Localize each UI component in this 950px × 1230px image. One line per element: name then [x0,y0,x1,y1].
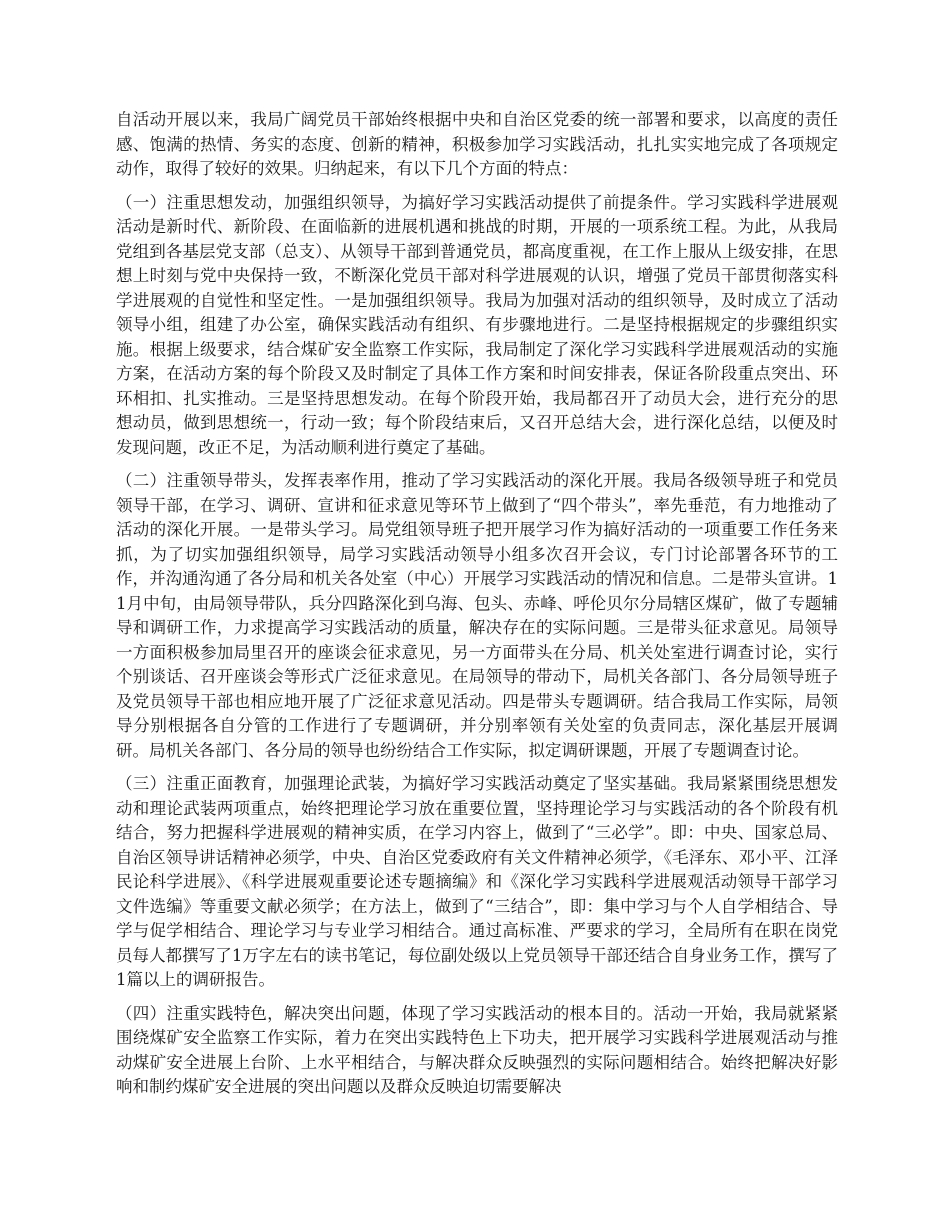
section-2-paragraph: （二）注重领导带头，发挥表率作用，推动了学习实践活动的深化开展。我局各级领导班子和党员领导干部，在学习、调研、宣讲和征求意见等环节上做到了“四个带头”，率先垂范，有力地推动了活动的深化开展。一是带头学习。局党组领导班子把开展学习作为搞好活动的一项重要工作任务来抓，为了切实加强组织领导，局学习实践活动领导小组多次召开会议，专门讨论部署各环节的工作，并沟通沟通了各分局和机关各处室（中心）开展学习实践活动的情况和信息。二是带头宣讲。11月中旬，由局领导带队，兵分四路深化到乌海、包头、赤峰、呼伦贝尔分局辖区煤矿，做了专题辅导和调研工作，力求提高学习实践活动的质量，解决存在的实际问题。三是带头征求意见。局领导一方面积极参加局里召开的座谈会征求意见，另一方面带头在分局、机关处室进行调查讨论，实行个别谈话、召开座谈会等形式广泛征求意见。在局领导的带动下，局机关各部门、各分局领导班子及党员领导干部也相应地开展了广泛征求意见活动。四是带头专题调研。结合我局工作实际，局领导分别根据各自分管的工作进行了专题调研，并分别率领有关处室的负责同志，深化基层开展调研。局机关各部门、各分局的领导也纷纷结合工作实际，拟定调研课题，开展了专题调查讨论。 [116,471,838,760]
section-4-paragraph: （四）注重实践特色，解决突出问题，体现了学习实践活动的根本目的。活动一开始，我局就紧紧围绕煤矿安全监察工作实际，着力在突出实践特色上下功夫，把开展学习实践科学进展观活动与推动煤矿安全进展上台阶、上水平相结合，与解决群众反映强烈的实际问题相结合。始终把解决好影响和制约煤矿安全进展的突出问题以及群众反映迫切需要解决 [116,1003,838,1096]
section-3-paragraph: （三）注重正面教育，加强理论武装，为搞好学习实践活动奠定了坚实基础。我局紧紧围绕思想发动和理论武装两项重点，始终把理论学习放在重要位置，坚持理论学习与实践活动的各个阶段有机结合，努力把握科学进展观的精神实质，在学习内容上，做到了“三必学”。即：中央、国家总局、自治区领导讲话精神必须学，中央、自治区党委政府有关文件精神必须学，《毛泽东、邓小平、江泽民论科学进展》、《科学进展观重要论述专题摘编》和《深化学习实践科学进展观活动领导干部学习文件选编》等重要文献必须学；在方法上，做到了“三结合”，即：集中学习与个人自学相结合、导学与促学相结合、理论学习与专业学习相结合。通过高标准、严要求的学习，全局所有在职在岗党员每人都撰写了1万字左右的读书笔记，每位副处级以上党员领导干部还结合自身业务工作，撰写了1篇以上的调研报告。 [116,774,838,989]
document-body [116,108,838,1109]
section-1-paragraph: （一）注重思想发动，加强组织领导，为搞好学习实践活动提供了前提条件。学习实践科学进展观活动是新时代、新阶段、在面临新的进展机遇和挑战的时期，开展的一项系统工程。为此，从我局党组到各基层党支部（总支）、从领导干部到普通党员，都高度重视，在工作上服从上级安排，在思想上时刻与党中央保持一致，不断深化党员干部对科学进展观的认识，增强了党员干部贯彻落实科学进展观的自觉性和坚定性。一是加强组织领导。我局为加强对活动的组织领导，及时成立了活动领导小组，组建了办公室，确保实践活动有组织、有步骤地进行。二是坚持根据规定的步骤组织实施。根据上级要求，结合煤矿安全监察工作实际，我局制定了深化学习实践科学进展观活动的实施方案，在活动方案的每个阶段又及时制定了具体工作方案和时间安排表，保证各阶段重点突出、环环相扣、扎实推动。三是坚持思想发动。在每个阶段开始，我局都召开了动员大会，进行充分的思想动员，做到思想统一，行动一致；每个阶段结束后，又召开总结大会，进行深化总结，以便及时发现问题，改正不足，为活动顺利进行奠定了基础。 [116,192,838,457]
intro-paragraph: 自活动开展以来，我局广阔党员干部始终根据中央和自治区党委的统一部署和要求，以高度的责任感、饱满的热情、务实的态度、创新的精神，积极参加学习实践活动，扎扎实实地完成了各项规定动作，取得了较好的效果。归纳起来，有以下几个方面的特点： [116,110,838,178]
